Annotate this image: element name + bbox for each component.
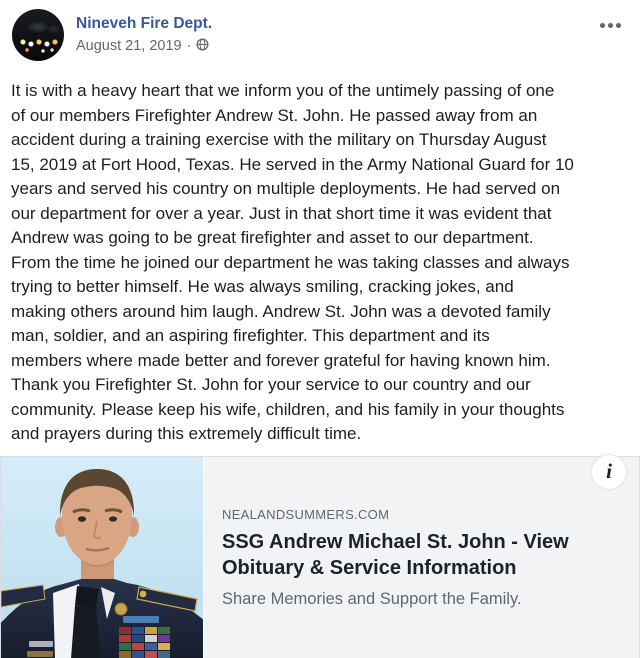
link-description: Share Memories and Support the Family. xyxy=(222,589,522,608)
info-icon[interactable]: i xyxy=(591,454,627,490)
post-text-line: and prayers during this extremely difficult time. xyxy=(11,424,362,443)
link-title-line: SSG Andrew Michael St. John - View xyxy=(222,530,569,553)
post-text-line: years and served his country on multiple deployments. He had served on xyxy=(11,179,561,198)
link-domain: NEALANDSUMMERS.COM xyxy=(222,506,390,522)
post-text-line: man, soldier, and an aspiring firefighter. This department and its xyxy=(11,326,490,345)
post-text-line: community. Please keep his wife, children, and his family in your thoughts xyxy=(11,399,565,419)
post-text-line: Andrew was going to be great firefighter and asset to our department. xyxy=(11,228,534,247)
page-avatar[interactable] xyxy=(12,9,64,61)
post-text-line: trying to better himself. He was always smiling, cracking jokes, and xyxy=(11,277,514,296)
post-text-line: It is with a heavy heart that we inform you of the untimely passing of one xyxy=(11,81,555,100)
date-separator: · xyxy=(186,38,192,54)
link-title-line: Obituary & Service Information xyxy=(222,556,517,579)
post-text-line: making others around him laugh. Andrew St. John was a devoted family xyxy=(11,301,551,321)
post-text-line: members where made better and forever grateful for having known him. xyxy=(11,350,551,370)
post-date[interactable]: August 21, 2019 xyxy=(76,38,182,54)
link-title[interactable] xyxy=(222,529,595,581)
post-text-line: From the time he joined our department he was taking classes and always xyxy=(11,252,570,272)
link-thumbnail-image[interactable] xyxy=(1,457,204,658)
post-header xyxy=(0,0,640,71)
post-text-line: our department for over a year. Just in that short time it was evident that xyxy=(11,203,552,223)
link-preview-card[interactable] xyxy=(0,456,640,658)
post-text-line: accident during a training exercise with the military on Thursday August xyxy=(11,130,547,149)
more-options-icon[interactable] xyxy=(598,21,623,30)
page-name-link[interactable]: Nineveh Fire Dept. xyxy=(76,15,213,32)
post-meta xyxy=(76,37,209,55)
post-text xyxy=(0,71,640,456)
public-globe-icon xyxy=(196,38,209,55)
post-text-line: Thank you Firefighter St. John for your service to our country and our xyxy=(11,375,531,394)
post-text-line: 15, 2019 at Fort Hood, Texas. He served in the Army National Guard for 10 xyxy=(11,154,574,174)
link-card-content xyxy=(204,457,639,658)
post-text-line: of our members Firefighter Andrew St. John. He passed away from an xyxy=(11,105,538,125)
